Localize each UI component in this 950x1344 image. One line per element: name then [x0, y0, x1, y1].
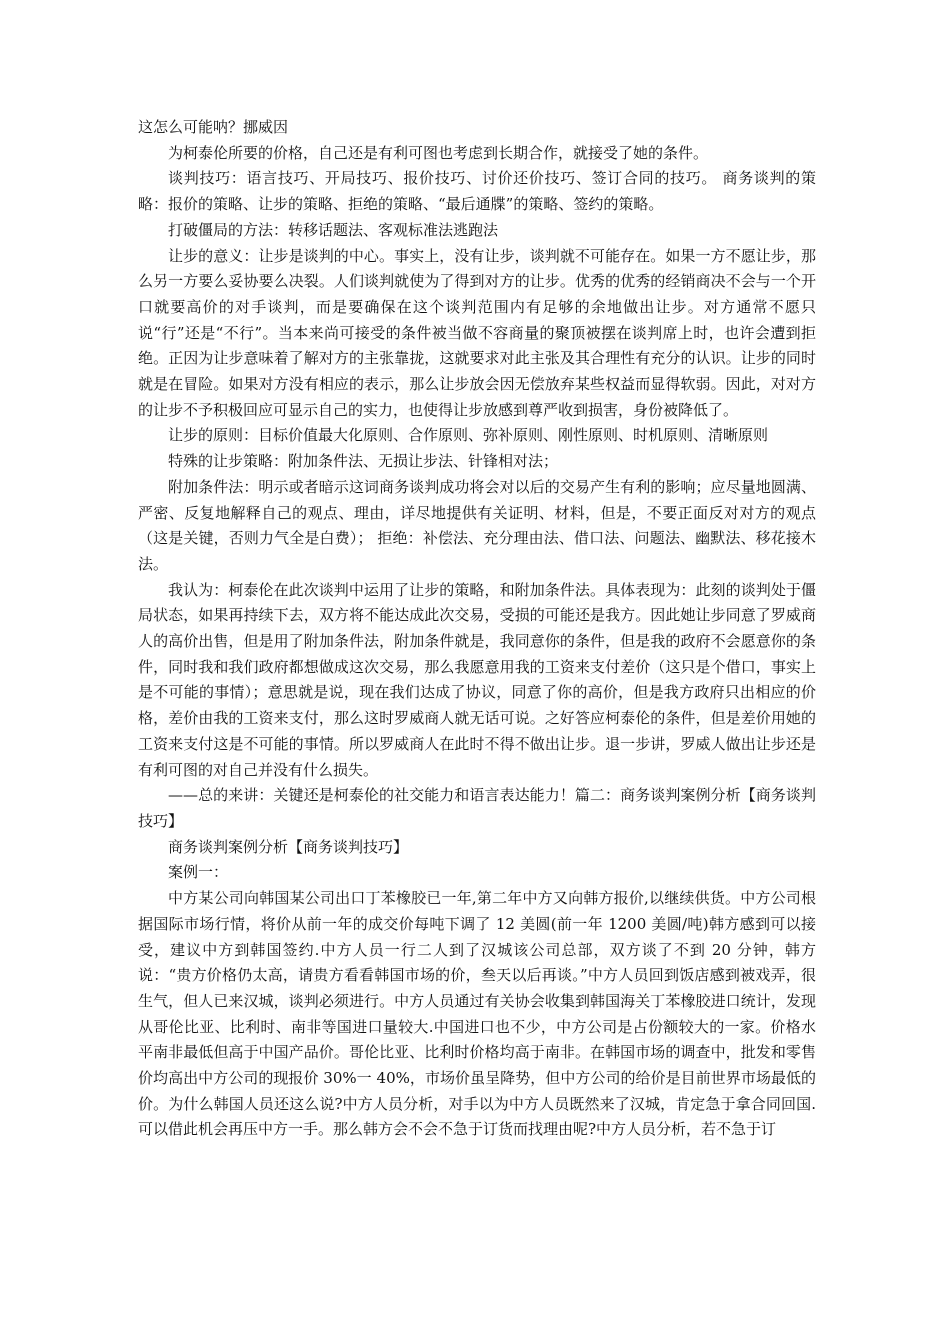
paragraph: 这怎么可能呐？挪威因	[138, 118, 289, 136]
paragraph: 打破僵局的方法：转移话题法、客观标准法逃跑法	[168, 220, 499, 239]
paragraph: 案例一：	[168, 863, 229, 882]
paragraph: 商务谈判案例分析【商务谈判技巧】	[168, 837, 409, 856]
paragraph: ——总的来讲：关键还是柯泰伦的社交能力和语言表达能力！篇二：商务谈判案例分析【商务谈判技巧】	[138, 786, 816, 830]
document-page	[138, 115, 816, 1143]
paragraph: 为柯泰伦所要的价格，自己还是有利可图也考虑到长期合作，就接受了她的条件。	[168, 143, 709, 162]
paragraph: 谈判技巧：语言技巧、开局技巧、报价技巧、讨价还价技巧、签订合同的技巧。 商务谈判的策略：报价的策略、让步的策略、拒绝的策略、“最后通牒”的策略、签约的策略。	[138, 169, 816, 214]
paragraph: 让步的原则：目标价值最大化原则、合作原则、弥补原则、刚性原则、时机原则、清晰原则	[168, 426, 769, 445]
paragraph: 让步的意义：让步是谈判的中心。事实上，没有让步，谈判就不可能存在。如果一方不愿让步，那么另一方要么妥协要么决裂。人们谈判就使为了得到对方的让步。优秀的优秀的经销商决不会与一个开口就要高价的对手谈判，而是要确保在这个谈判范围内有足够的余地做出让步。对方通常不愿只说“行”还是“不行”。当本来尚可接受的条件被当做不容商量的聚顶被摆在谈判席上时，也许会遭到拒绝。正因为让步意味着了解对方的主张靠拢，这就要求对此主张及其合理性有充分的认识。让步的同时就是在冒险。如果对方没有相应的表示，那么让步放会因无偿放弃某些权益而显得软弱。因此，对对方的让步不予积极回应可显示自己的实力，也使得让步放感到尊严收到损害，身份被降低了。	[138, 246, 816, 419]
paragraph: 特殊的让步策略：附加条件法、无损让步法、针锋相对法；	[168, 452, 559, 471]
paragraph: 我认为：柯泰伦在此次谈判中运用了让步的策略，和附加条件法。具体表现为：此刻的谈判处于僵局状态，如果再持续下去，双方将不能达成此次交易，受损的可能还是我方。因此她让步同意了罗威商人的高价出售，但是用了附加条件法，附加条件就是，我同意你的条件，但是我的政府不会愿意你的条件，同时我和我们政府都想做成这次交易，那么我愿意用我的工资来支付差价（这只是个借口，事实上是不可能的事情）；意思就是说，现在我们达成了协议，同意了你的高价，但是我方政府只出相应的价格，差价由我的工资来支付，那么这时罗威商人就无话可说。之好答应柯泰伦的条件，但是差价用她的工资来支付这是不可能的事情。所以罗威商人在此时不得不做出让步。退一步讲，罗威人做出让步还是有利可图的对自己并没有什么损失。	[138, 580, 816, 779]
paragraph: 附加条件法：明示或者暗示这词商务谈判成功将会对以后的交易产生有利的影响；应尽量地圆满、严密、反复地解释自己的观点、理由，详尽地提供有关证明、材料，但是，不要正面反对对方的观点（这是关键，否则力气全是白费）； 拒绝：补偿法、充分理由法、借口法、问题法、幽默法、移花接木法。	[138, 477, 816, 573]
paragraph: 中方某公司向韩国某公司出口丁苯橡胶已一年,第二年中方又向韩方报价,以继续供货。中方公司根据国际市场行情，将价从前一年的成交价每吨下调了 12 美圆(前一年 1200 美圆/吨)韩方感到可以接受，建议中方到韩国签约.中方人员一行二人到了汉城该公司总部，双方谈了不到 20 分钟，韩方说：“贵方价格仍太高，请贵方看看韩国市场的价，叁天以后再谈。”中方人员回到饭店感到被戏弄，很生气，但人已来汉城，谈判必须进行。中方人员通过有关协会收集到韩国海关丁苯橡胶进口统计，发现从哥伦比亚、比利时、南非等国进口量较大.中国进口也不少，中方公司是占份额较大的一家。价格水平南非最低但高于中国产品价。哥伦比亚、比利时价格均高于南非。在韩国市场的调查中，批发和零售价均高出中方公司的现报价 30%一 40%，市场价虽呈降势，但中方公司的给价是目前世界市场最低的价。为什么韩国人员还这么说?中方人员分析，对手以为中方人员既然来了汉城，肯定急于拿合同回国.可以借此机会再压中方一手。那么韩方会不会不急于订货而找理由呢?中方人员分析，若不急于订	[138, 889, 816, 1139]
